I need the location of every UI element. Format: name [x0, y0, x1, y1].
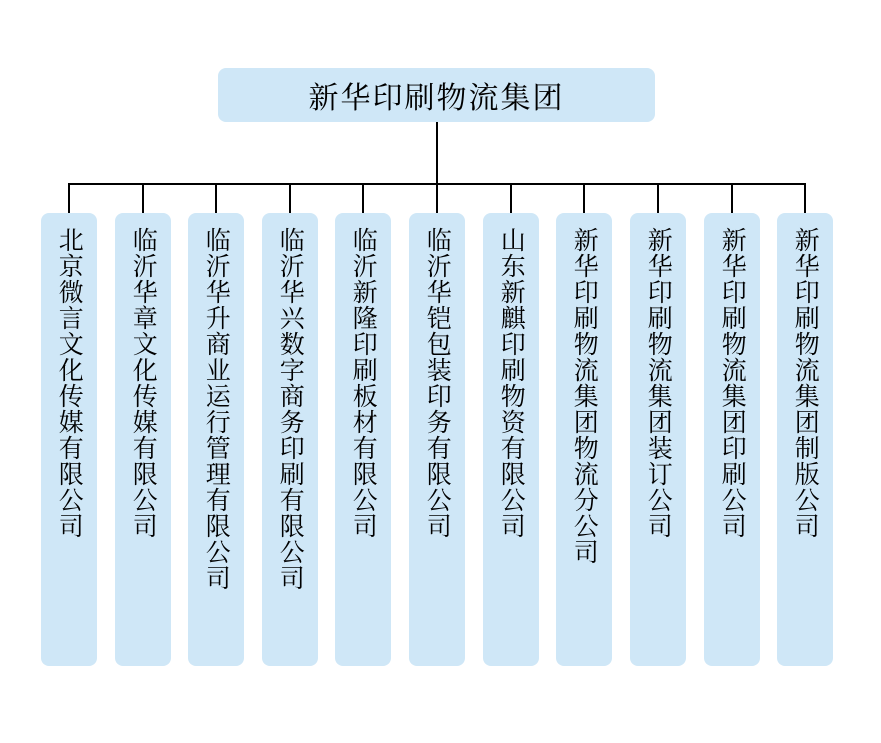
- child-node-11[interactable]: [777, 213, 833, 666]
- child-node-label: 临沂新隆印刷板材有限公司: [349, 227, 378, 539]
- child-node-5[interactable]: [335, 213, 391, 666]
- child-node-label: 新华印刷物流集团物流分公司: [570, 227, 599, 565]
- child-node-label: 新华印刷物流集团制版公司: [791, 227, 820, 539]
- child-node-3[interactable]: [188, 213, 244, 666]
- root-stem-connector: [436, 122, 438, 184]
- child-node-1[interactable]: [41, 213, 97, 666]
- child-node-label: 北京微言文化传媒有限公司: [55, 227, 84, 539]
- child-node-10[interactable]: [704, 213, 760, 666]
- child-node-label: 新华印刷物流集团装订公司: [644, 227, 673, 539]
- root-node[interactable]: [218, 68, 655, 122]
- child-node-2[interactable]: [115, 213, 171, 666]
- child-node-6[interactable]: [409, 213, 465, 666]
- child-node-4[interactable]: [262, 213, 318, 666]
- child-connector-10: [731, 183, 733, 213]
- child-connector-5: [362, 183, 364, 213]
- child-node-label: 新华印刷物流集团印刷公司: [718, 227, 747, 539]
- child-node-label: 临沂华升商业运行管理有限公司: [202, 227, 231, 591]
- child-connector-1: [68, 183, 70, 213]
- child-connector-8: [583, 183, 585, 213]
- child-node-label: 山东新麒印刷物资有限公司: [497, 227, 526, 539]
- child-connector-9: [657, 183, 659, 213]
- root-node-label: 新华印刷物流集团: [308, 82, 565, 115]
- child-node-label: 临沂华铠包装印务有限公司: [423, 227, 452, 539]
- child-node-label: 临沂华兴数字商务印刷有限公司: [276, 227, 305, 591]
- child-node-9[interactable]: [630, 213, 686, 666]
- child-connector-7: [510, 183, 512, 213]
- child-connector-6: [436, 183, 438, 213]
- child-connector-4: [289, 183, 291, 213]
- child-node-label: 临沂华章文化传媒有限公司: [129, 227, 158, 539]
- child-node-7[interactable]: [483, 213, 539, 666]
- child-connector-2: [142, 183, 144, 213]
- child-connector-11: [804, 183, 806, 213]
- child-connector-3: [215, 183, 217, 213]
- child-node-8[interactable]: [556, 213, 612, 666]
